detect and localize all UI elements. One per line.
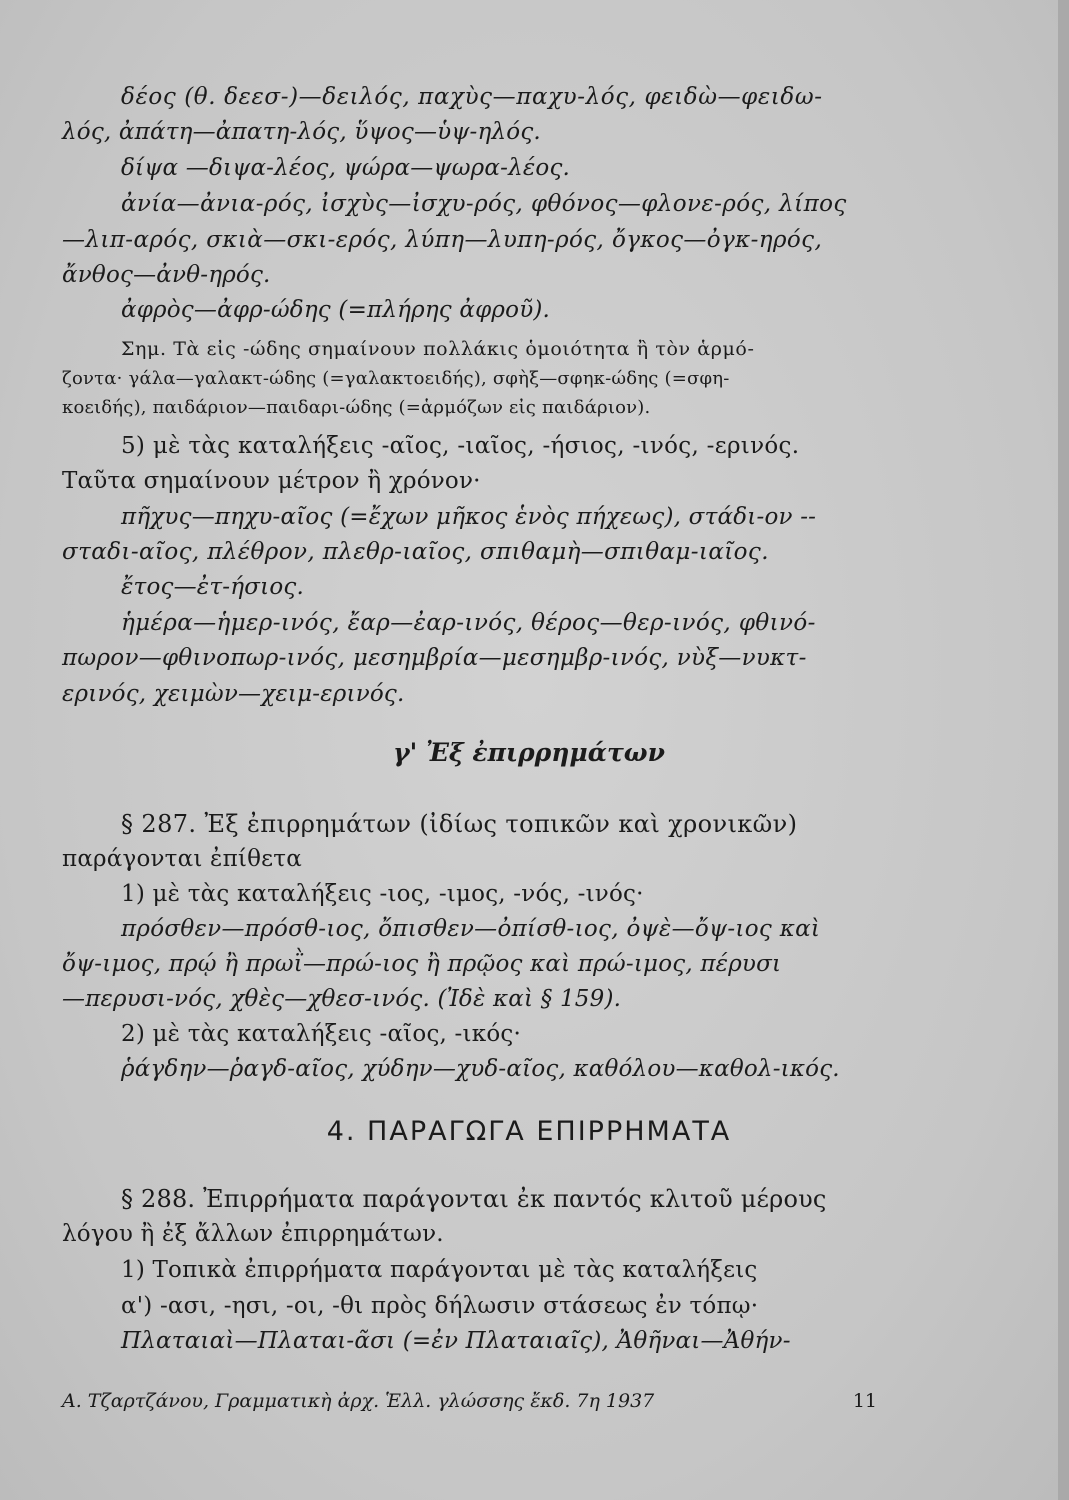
text-line: ἔτος—ἐτ-ήσιος.	[121, 574, 304, 600]
text-line: λός, ἀπάτη—ἀπατη-λός, ὕψος—ὑψ-ηλός.	[62, 119, 541, 145]
note-line: ζοντα· γάλα—γαλακτ-ώδης (=γαλακτοειδής), σφὴξ—σφηκ-ώδης (=σφη-	[62, 368, 730, 389]
text-line: ἀφρὸς—ἀφρ-ώδης (=πλήρης ἀφροῦ).	[121, 297, 551, 323]
footer-citation: Α. Τζαρτζάνου, Γραμματικὴ ἀρχ. Ἑλλ. γλώσσης ἔκδ. 7η 1937	[62, 1390, 655, 1412]
text-line: Ταῦτα σημαίνουν μέτρον ἢ χρόνον·	[62, 468, 481, 494]
section-heading: γ' Ἐξ ἐπιρρημάτων	[393, 738, 665, 767]
text-line: πρόσθεν—πρόσθ-ιος, ὄπισθεν—ὀπίσθ-ιος, ὀψὲ—ὄψ-ιος καὶ	[121, 916, 821, 942]
text-line: ἀνία—ἀνια-ρός, ἰσχὺς—ἰσχυ-ρός, φθόνος—φλονε-ρός, λίπος	[121, 191, 847, 217]
paragraph-line: § 287. Ἐξ ἐπιρρημάτων (ἰδίως τοπικῶν καὶ χρονικῶν)	[121, 810, 798, 838]
text-line: σταδι-αῖος, πλέθρον, πλεθρ-ιαῖος, σπιθαμὴ—σπιθαμ-ιαῖος.	[62, 539, 769, 565]
page-number: 11	[852, 1390, 877, 1412]
page-edge	[1058, 0, 1069, 1500]
text-line: —περυσι-νός, χθὲς—χθεσ-ινός. (Ἰδὲ καὶ § 159).	[62, 986, 622, 1012]
paragraph-line: § 288. Ἐπιρρήματα παράγονται ἐκ παντός κλιτοῦ μέρους	[121, 1185, 827, 1213]
text-line: 1) Τοπικὰ ἐπιρρήματα παράγονται μὲ τὰς καταλήξεις	[121, 1257, 758, 1283]
text-line: ῥάγδην—ῥαγδ-αῖος, χύδην—χυδ-αῖος, καθόλου—καθολ-ικός.	[121, 1056, 840, 1082]
note-line: κοειδής), παιδάριον—παιδαρι-ώδης (=ἁρμόζων εἰς παιδάριον).	[62, 397, 651, 418]
text-line: Πλαταιαὶ—Πλαται-ᾶσι (=ἐν Πλαταιαῖς), Ἀθῆναι—Ἀθήν-	[121, 1328, 791, 1354]
text-line: δίψα —διψα-λέος, ψώρα—ψωρα-λέος.	[121, 155, 571, 181]
text-line: ὄψ-ιμος, πρῴ ἢ πρωῒ—πρώ-ιος ἢ πρῷος καὶ πρώ-ιμος, πέρυσι	[62, 951, 782, 977]
text-line: πῆχυς—πηχυ-αῖος (=ἔχων μῆκος ἑνὸς πήχεως), στάδι-ον --	[121, 504, 817, 530]
text-line: λόγου ἢ ἐξ ἄλλων ἐπιρρημάτων.	[62, 1221, 444, 1247]
text-line: —λιπ-αρός, σκιὰ—σκι-ερός, λύπη—λυπη-ρός, ὄγκος—ὀγκ-ηρός,	[62, 227, 823, 253]
text-line: ἄνθος—ἀνθ-ηρός.	[62, 262, 271, 288]
text-line: παράγονται ἐπίθετα	[62, 846, 302, 872]
text-line: πωρον—φθινοπωρ-ινός, μεσημβρία—μεσημβρ-ινός, νὺξ—νυκτ-	[62, 645, 807, 671]
text-line: 5) μὲ τὰς καταλήξεις -αῖος, -ιαῖος, -ήσιος, -ινός, -ερινός.	[121, 433, 800, 459]
text-line: α') -ασι, -ησι, -οι, -θι πρὸς δήλωσιν στάσεως ἐν τόπῳ·	[121, 1293, 759, 1319]
chapter-heading: 4. ΠΑΡΑΓΩΓΑ ΕΠΙΡΡΗΜΑΤΑ	[326, 1116, 732, 1147]
page-footer	[62, 1390, 877, 1412]
text-line: δέος (θ. δεεσ-)—δειλός, παχὺς—παχυ-λός, φειδὼ—φειδω-	[121, 84, 823, 110]
text-line: 1) μὲ τὰς καταλήξεις -ιος, -ιμος, -νός, -ινός·	[121, 881, 644, 907]
text-line: ερινός, χειμὼν—χειμ-ερινός.	[62, 681, 405, 707]
text-line: ἡμέρα—ἡμερ-ινός, ἔαρ—ἐαρ-ινός, θέρος—θερ-ινός, φθινό-	[121, 610, 816, 636]
text-line: 2) μὲ τὰς καταλήξεις -αῖος, -ικός·	[121, 1021, 521, 1047]
note-line: Σημ. Τὰ εἰς -ώδης σημαίνουν πολλάκις ὁμοιότητα ἢ τὸν ἁρμό-	[121, 338, 755, 360]
